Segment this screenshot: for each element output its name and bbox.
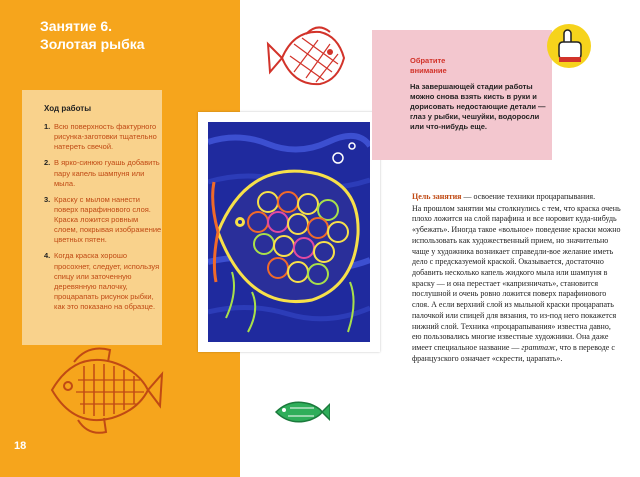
step-number: 3. — [44, 194, 51, 204]
main-text — [412, 192, 622, 366]
step-text: Краску с мылом нанести поверх парафинового слоя. Краска ложится ровным слоем, покрывая изображение цветных пятен. — [54, 194, 162, 245]
step-item — [44, 158, 162, 188]
artwork-image — [198, 112, 380, 352]
step-text: Всю поверхность фактурного рисунка-заготовки тщательно натереть свечой. — [54, 122, 157, 152]
pointing-hand-icon — [547, 24, 591, 68]
page-number: 18 — [14, 440, 27, 452]
step-number: 1. — [44, 122, 51, 131]
steps-list — [44, 122, 162, 318]
goal-label: Цель занятия — [412, 192, 462, 201]
step-number: 4. — [44, 251, 51, 261]
body-paragraph — [412, 204, 622, 365]
lesson-number: Занятие 6. — [40, 18, 112, 34]
note-text: На завершающей стадии работы можно снова взять кисть в руки и дорисовать недостающие детали — глаз у рыбки, чешуйки, водоросли или что-нибудь еще. — [410, 82, 546, 131]
lesson-title: Золотая рыбка — [40, 36, 145, 52]
step-item — [44, 251, 162, 312]
note-label: внимание — [410, 66, 447, 75]
step-text: Когда краска хорошо просохнет, следует, используя спицу или заточенную деревянную палочку, процарапать рисунок рыбки, как это показано на образце. — [54, 251, 160, 311]
term-grattage: граттаж — [521, 343, 556, 353]
goal-paragraph — [412, 192, 622, 203]
step-number: 2. — [44, 158, 51, 168]
fish-drawing-icon — [270, 396, 330, 428]
fish-drawing-icon — [266, 22, 358, 94]
fish-drawing-icon — [44, 340, 164, 440]
body-text: На прошлом занятии мы столкнулись с тем, что краска очень плохо ложится на слой парафина и все норовит куда-нибудь «убежать». Иногда такое «вольное» поведение краски можно использовать как художественный прием, но значительно чаще у художника возникает справедли-вое желание иметь дело с предсказуемой краской. Оказывается, достаточно добавить несколько капель жидкого мыла или шампуня в краску — и она перестает «капризничать», становится послушной и очень ровно ложится поверх парафинового слоя. А если верхний слой из мыльной краски процарапать палочкой или спицей для вязания, то из-под него покажется нижний слой. Техника «процарапывания» известна давно, ею пользовались многие известные художники. Она даже имеет специальное название — — [412, 203, 621, 353]
step-item — [44, 195, 162, 246]
note-label: Обратите — [410, 56, 446, 65]
step-text: В ярко-синюю гуашь добавить пару капель шампуня или мыла. — [54, 158, 160, 188]
body-text-end: , что в переводе с французского означает «скрести, царапать». — [412, 343, 615, 363]
step-item — [44, 122, 162, 152]
goal-text: — освоение техники процарапывания. — [461, 192, 596, 201]
scratched-fish-artwork — [208, 122, 370, 342]
steps-heading: Ход работы — [44, 104, 92, 113]
